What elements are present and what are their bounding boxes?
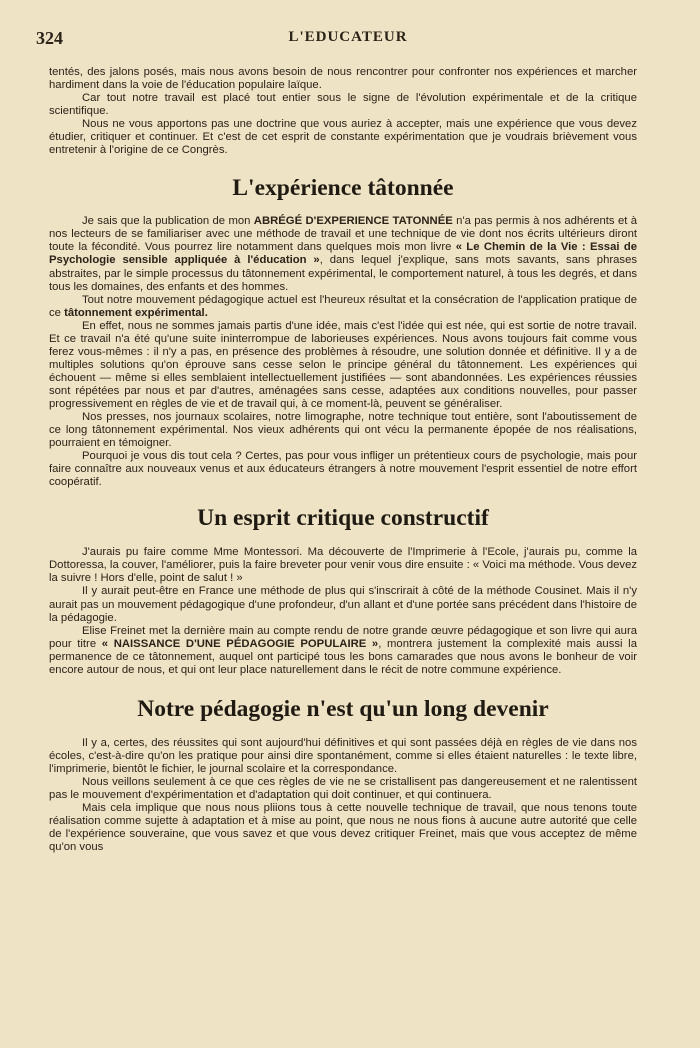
section1-paragraph-4: Nos presses, nos journaux scolaires, notre limographe, notre technique tout entière, sont l'aboutissement de ce long tâtonnement expérimental. Nos vieux adhérents qui ont vécu la permanente épopée de nos réalisations, pourraient en témoigner.	[49, 411, 637, 450]
book-title-naissance: « NAISSANCE D'UNE PÉDAGOGIE POPULAIRE »	[101, 637, 379, 650]
section3-paragraph-3: Mais cela implique que nous nous pliions tous à cette nouvelle technique de travail, que nous tenons toute réalisation comme sujette à adaptation et à mise au point, que nous ne nous fions à aucune autre autorité que celle de l'expérience souveraine, que vous savez et que vous devez critiquer Freinet, mais que vous acceptez de même qu'on vous	[49, 802, 637, 854]
section3-paragraph-1: Il y a, certes, des réussites qui sont aujourd'hui définitives et qui sont passées déjà en règles de vie dans nos écoles, c'est-à-dire qu'on les pratique pour ainsi dire spontanément, comme si elles étaient naturelles : le texte libre, l'imprimerie, bientôt le fichier, le journal scolaire et la correspondance.	[49, 736, 637, 775]
text-run: Tout notre mouvement pédagogique actuel est l'heureux résultat et la consécration de l'application pratique de ce	[49, 293, 637, 319]
section1-paragraph-3: En effet, nous ne sommes jamais partis d'une idée, mais c'est l'idée qui est née, qui est sortie de notre travail. Et ce travail n'a été qu'une suite ininterrompue de laborieuses expériences. Nous avons toujours fait comme vous ferez vous-mêmes : il n'y a pas, en présence des problèmes à résoudre, une solution donnée et définitive. Il y a de multiples solutions qu'on éprouve sans cesse selon le principe général du tâtonnement. Les expériences qui échouent — même si elles semblaient intellectuellement justifiées — sont abandonnées. Les expériences réussies sont répétées par nous et par d'autres, aménagées sans cesse, adaptées aux conditions nouvelles, pour passer progressivement en règles de vie et de travail qui, à ce moment-là, peuvent se généraliser.	[49, 319, 637, 410]
section3-paragraph-2: Nous veillons seulement à ce que ces règles de vie ne se cristallisent pas dangereusement et ne ralentissent pas le mouvement d'expérimentation et d'adaptation qui doit continuer, et qui continuera.	[49, 775, 637, 801]
journal-title: L'EDUCATEUR	[288, 29, 408, 45]
page-number: 324	[36, 28, 63, 48]
text-run: Elise Freinet met la dernière main au compte rendu de notre grande œuvre pédagogique et son livre qui aura pour titre	[49, 624, 637, 650]
section-heading-esprit-critique: Un esprit critique constructif	[197, 505, 489, 532]
text-run: n'a pas permis à nos adhérents et à nos lecteurs de se familiariser avec une méthode de travail et une technique de vie dont nos écrits ultérieurs diront toute la fécondité. Vous pourrez lire notamment dans quelques mois mon livre	[49, 215, 638, 254]
section1-paragraph-2	[49, 294, 637, 320]
intro-paragraph-3: Nous ne vous apportons pas une doctrine que vous auriez à accepter, mais une expérience que vous devez étudier, critiquer et continuer. Et c'est de cet esprit de constante expérimentation que je voudrais brièvement vous entretenir à l'origine de ce Congrès.	[49, 118, 637, 157]
book-title-abrege: ABRÉGÉ D'EXPERIENCE TATONNÉE	[253, 215, 453, 228]
intro-paragraph-1: tentés, des jalons posés, mais nous avons besoin de nous rencontrer pour confronter nos expériences et marcher hardiment dans la voie de l'éducation populaire laïque.	[49, 66, 637, 92]
section-heading-experience-tatonnee: L'expérience tâtonnée	[232, 175, 454, 202]
text-run: , dans lequel j'explique, sans mots savants, sans phrases abstraites, par le simple processus du tâtonnement expérimental, le comportement naturel, à tous les degrés, et dans tous les domaines, des enfants et des hommes.	[49, 254, 637, 293]
section2-paragraph-2: Il y aurait peut-être en France une méthode de plus qui s'inscrirait à côté de la méthode Cousinet. Mais il n'y aurait pas un mouvement pédagogique d'une profondeur, d'un allant et d'une portée sans précédent dans l'histoire de la pédagogie.	[49, 585, 637, 624]
book-title-chemin-de-la-vie: « Le Chemin de la Vie : Essai de Psychologie sensible appliquée à l'éducation »	[49, 241, 638, 267]
intro-paragraph-2: Car tout notre travail est placé tout entier sous le signe de l'évolution expérimentale et de la critique scientifique.	[49, 92, 637, 118]
article-body	[49, 66, 637, 854]
running-header	[36, 26, 660, 50]
section2-paragraph-3	[49, 625, 637, 677]
text-run: , montrera justement la complexité mais aussi la permanence de ce tâtonnement, auquel ont participé tous les bons camarades que nous avons le bonheur de voir encore autour de nous, et qui ont leur place naturellement dans le récit de notre commune expérience.	[49, 637, 637, 676]
section1-paragraph-1	[49, 215, 637, 293]
text-run: Je sais que la publication de mon	[82, 215, 254, 228]
section2-paragraph-1: J'aurais pu faire comme Mme Montessori. Ma découverte de l'Imprimerie à l'Ecole, j'aurais pu, comme la Dottoressa, la couver, l'améliorer, puis la faire breveter pour venir vous dire ensuite : « Voici ma méthode. Vous devez la suivre ! Hors d'elle, point de salut ! »	[49, 546, 637, 585]
section-heading-long-devenir: Notre pédagogie n'est qu'un long devenir	[137, 695, 549, 722]
section1-paragraph-5: Pourquoi je vous dis tout cela ? Certes, pas pour vous infliger un prétentieux cours de psychologie, mais pour faire connaître aux nouveaux venus et aux éducateurs étrangers à notre mouvement l'esprit essentiel de notre effort coopératif.	[49, 450, 637, 489]
emphasis-tatonnement: tâtonnement expérimental.	[64, 306, 208, 319]
